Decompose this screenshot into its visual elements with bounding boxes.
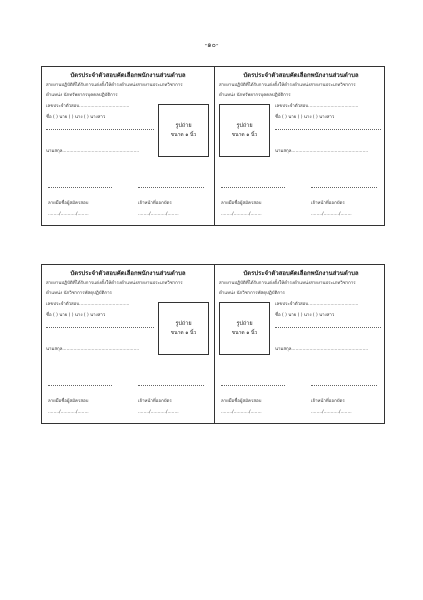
surname-field: นามสกุล.......................................................: [46, 149, 140, 154]
name-blank-line: [46, 129, 154, 130]
card-position-title: ตำแหน่ง นักทรัพยากรบุคคลปฏิบัติการ: [219, 93, 291, 98]
photo-label: รูปถ่าย: [236, 321, 253, 327]
name-blank-line: [46, 327, 154, 328]
name-blank-line: [275, 327, 381, 328]
name-field: ชื่อ ( ) นาย ( ) นาง ( ) นางสาว: [46, 313, 106, 318]
name-field: ชื่อ ( ) นาย ( ) นาง ( ) นางสาว: [275, 115, 335, 120]
applicant-signature-line: [221, 187, 285, 188]
exam-number-field: เลขประจำตัวสอบ....................................: [46, 302, 130, 307]
applicant-date-line: ......../.........../........: [48, 410, 89, 415]
officer-date-line: ......../.........../........: [138, 410, 179, 415]
applicant-signature-line: [48, 385, 112, 386]
exam-number-field: เลขประจำตัวสอบ....................................: [46, 104, 130, 109]
surname-field: นามสกุล.......................................................: [275, 347, 369, 352]
photo-label: รูปถ่าย: [175, 321, 192, 327]
card-title: บัตรประจำตัวสอบคัดเลือกพนักงานส่วนตำบล: [70, 72, 186, 79]
applicant-signature-label: ลายมือชื่อผู้สมัครสอบ: [48, 399, 89, 404]
officer-signature-label: เจ้าหน้าที่ออกบัตร: [311, 399, 345, 404]
applicant-signature-line: [221, 385, 285, 386]
card-title: บัตรประจำตัวสอบคัดเลือกพนักงานส่วนตำบล: [243, 72, 359, 79]
card-position-line: สายงานปฏิบัติที่ได้รับการแต่งตั้งให้ดำรงตำแหน่งสายงานประเภทวิชาการ: [219, 83, 356, 88]
officer-signature-label: เจ้าหน้าที่ออกบัตร: [138, 399, 172, 404]
card-grid-bottom: [41, 264, 385, 424]
name-field: ชื่อ ( ) นาย ( ) นาง ( ) นางสาว: [275, 313, 335, 318]
applicant-signature-label: ลายมือชื่อผู้สมัครสอบ: [221, 399, 262, 404]
name-blank-line: [275, 129, 381, 130]
officer-date-line: ......../.........../........: [311, 212, 352, 217]
card-position-title: ตำแหน่ง นักวิชาการพัสดุปฏิบัติการ: [46, 291, 112, 296]
photo-size: ขนาด ๑ นิ้ว: [231, 330, 258, 336]
photo-size: ขนาด ๑ นิ้ว: [231, 132, 258, 138]
card-title: บัตรประจำตัวสอบคัดเลือกพนักงานส่วนตำบล: [70, 270, 186, 277]
photo-box: [219, 302, 270, 355]
surname-field: นามสกุล.......................................................: [275, 149, 369, 154]
photo-box: [219, 104, 270, 157]
officer-signature-line: [311, 187, 377, 188]
card-title: บัตรประจำตัวสอบคัดเลือกพนักงานส่วนตำบล: [243, 270, 359, 277]
applicant-signature-label: ลายมือชื่อผู้สมัครสอบ: [221, 201, 262, 206]
surname-field: นามสกุล.......................................................: [46, 347, 140, 352]
card-position-line: สายงานปฏิบัติที่ได้รับการแต่งตั้งให้ดำรงตำแหน่งสายงานประเภทวิชาการ: [219, 281, 356, 286]
exam-number-field: เลขประจำตัวสอบ....................................: [275, 302, 359, 307]
exam-card-top-left: [42, 67, 214, 225]
card-position-line: สายงานปฏิบัติที่ได้รับการแต่งตั้งให้ดำรงตำแหน่งสายงานประเภทวิชาการ: [46, 281, 183, 286]
name-field: ชื่อ ( ) นาย ( ) นาง ( ) นางสาว: [46, 115, 106, 120]
page-number: -๑๐-: [204, 41, 219, 49]
photo-label: รูปถ่าย: [175, 123, 192, 129]
officer-date-line: ......../.........../........: [138, 212, 179, 217]
officer-signature-line: [138, 187, 204, 188]
photo-size: ขนาด ๑ นิ้ว: [170, 330, 197, 336]
officer-signature-line: [138, 385, 204, 386]
exam-card-top-right: [214, 67, 386, 225]
exam-card-bottom-left: [42, 265, 214, 423]
photo-label: รูปถ่าย: [236, 123, 253, 129]
applicant-signature-label: ลายมือชื่อผู้สมัครสอบ: [48, 201, 89, 206]
card-position-title: ตำแหน่ง นักวิชาการพัสดุปฏิบัติการ: [219, 291, 285, 296]
applicant-signature-line: [48, 187, 112, 188]
applicant-date-line: ......../.........../........: [221, 212, 262, 217]
photo-size: ขนาด ๑ นิ้ว: [170, 132, 197, 138]
officer-signature-label: เจ้าหน้าที่ออกบัตร: [138, 201, 172, 206]
applicant-date-line: ......../.........../........: [48, 212, 89, 217]
officer-date-line: ......../.........../........: [311, 410, 352, 415]
photo-box: [158, 302, 209, 355]
exam-number-field: เลขประจำตัวสอบ....................................: [275, 104, 359, 109]
card-position-line: สายงานปฏิบัติที่ได้รับการแต่งตั้งให้ดำรงตำแหน่งสายงานประเภทวิชาการ: [46, 83, 183, 88]
officer-signature-line: [311, 385, 377, 386]
card-grid-top: [41, 66, 385, 226]
photo-box: [158, 104, 209, 157]
exam-card-bottom-right: [214, 265, 386, 423]
applicant-date-line: ......../.........../........: [221, 410, 262, 415]
officer-signature-label: เจ้าหน้าที่ออกบัตร: [311, 201, 345, 206]
card-position-title: ตำแหน่ง นักทรัพยากรบุคคลปฏิบัติการ: [46, 93, 118, 98]
